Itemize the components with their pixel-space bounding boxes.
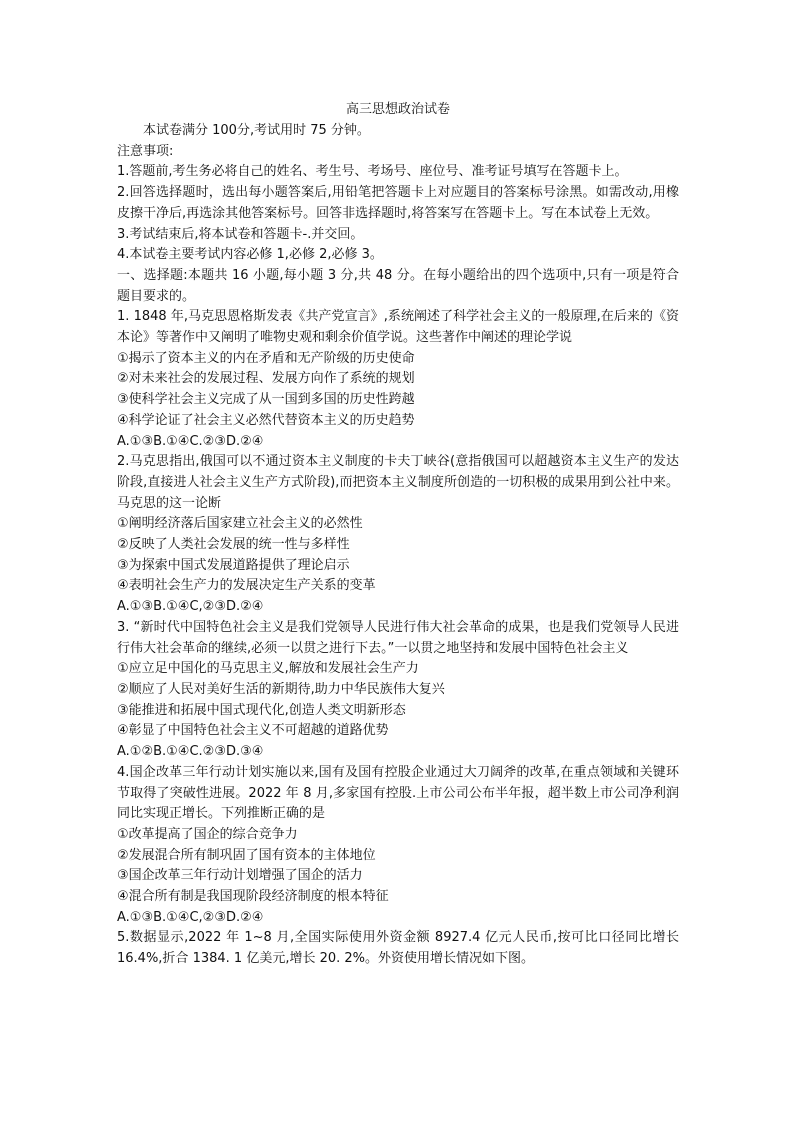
notice-item: 4.本试卷主要考试内容必修 1,必修 2,必修 3。	[117, 247, 383, 263]
notice-item: 3.考试结束后,将本试卷和答题卡-.并交回。	[117, 226, 364, 242]
question-option: ①揭示了资本主义的内在矛盾和无产阶级的历史使命	[117, 350, 415, 366]
question-1	[117, 307, 679, 452]
question-2	[117, 452, 679, 618]
question-option: ①阐明经济落后国家建立社会主义的必然性	[117, 516, 363, 532]
question-stem: 4.国企改革三年行动计划实施以来,国有及国有控股企业通过大刀阔斧的改革,在重点领域和关键环节取得了突破性进展。2022 年 8 月,多家国有控股.上市公司公布半年报，超半数上市公司净利润同比实现正增长。下列推断正确的是	[117, 764, 679, 822]
answer-choices: A.①③B.①④C,②③D.②④	[117, 909, 264, 925]
notice-heading: 注意事项:	[117, 143, 174, 159]
question-option: ②反映了人类社会发展的统一性与多样性	[117, 537, 350, 553]
question-option: ④混合所有制是我国现阶段经济制度的根本特征	[117, 889, 389, 905]
question-3	[117, 618, 679, 763]
exam-page	[117, 100, 679, 970]
notice-item: 2.回答选择题时，选出每小题答案后,用铅笔把答题卡上对应题目的答案标号涂黑。如需改动,用橡皮擦干净后,再选涂其他答案标号。回答非选择题时,将答案写在答题卡上。写在本试卷上无效。	[117, 185, 679, 221]
notice-item: 1.答题前,考生务必将自己的姓名、考生号、考场号、座位号、准考证号填写在答题卡上。	[117, 164, 628, 180]
exam-title: 高三思想政治试卷	[345, 102, 450, 117]
question-stem: 5.数据显示,2022 年 1~8 月,全国实际使用外资金额 8927.4 亿元人民币,按可比口径同比增长 16.4%,折合 1384. 1 亿美元,增长 20. 2%。外资使用增长情况如下图。	[117, 930, 679, 967]
question-4	[117, 763, 679, 929]
question-option: ③能推进和拓展中国式现代化,创造人类文明新形态	[117, 702, 406, 718]
question-option: ④彰显了中国特色社会主义不可超越的道路优势	[117, 723, 389, 739]
answer-choices: A.①②B.①④C.②③D.③④	[117, 744, 264, 760]
exam-intro: 本试卷满分 100分,考试用时 75 分钟。	[143, 123, 370, 138]
answer-choices: A.①③B.①④C.②③D.②④	[117, 433, 264, 449]
question-5	[117, 928, 679, 969]
question-option: ③使科学社会主义完成了从一国到多国的历史性跨越	[117, 392, 415, 408]
question-option: ①改革提高了国企的综合竞争力	[117, 826, 298, 842]
question-stem: 2.马克思指出,俄国可以不通过资本主义制度的卡夫丁峡谷(意指俄国可以超越资本主义生产的发达阶段,直接进人社会主义生产方式阶段),而把资本主义制度所创造的一切积极的成果用到公社中来。马克思的这一论断	[117, 454, 679, 511]
section-heading: 一、选择题:本题共 16 小题,每小题 3 分,共 48 分。在每小题给出的四个选项中,只有一项是符合题目要求的。	[117, 267, 679, 304]
question-stem: 1. 1848 年,马克思恩格斯发表《共产党宣言》,系统阐述了科学社会主义的一般原理,在后来的《资本论》等著作中又阐明了唯物史观和剩余价值学说。这些著作中阐述的理论学说	[117, 309, 679, 346]
question-option: ①应立足中国化的马克思主义,解放和发展社会生产力	[117, 661, 419, 677]
question-option: ④表明社会生产力的发展决定生产关系的变革	[117, 578, 376, 594]
question-option: ③为探索中国式发展道路提供了理论启示	[117, 557, 350, 573]
question-option: ④科学论证了社会主义必然代替资本主义的历史趋势	[117, 412, 415, 428]
question-option: ②顺应了人民对美好生活的新期待,助力中华民族伟大复兴	[117, 681, 445, 697]
answer-choices: A.①③B.①④C,②③D.②④	[117, 599, 264, 615]
question-option: ②发展混合所有制巩固了国有资本的主体地位	[117, 847, 376, 863]
question-option: ②对未来社会的发展过程、发展方向作了系统的规划	[117, 371, 415, 387]
question-option: ③国企改革三年行动计划增强了国企的活力	[117, 868, 363, 884]
question-stem: 3. “新时代中国特色社会主义是我们党领导人民进行伟大社会革命的成果，也是我们党领导人民进行伟大社会革命的继续,必须一以贯之进行下去。”一以贯之地坚持和发展中国特色社会主义	[117, 619, 679, 656]
